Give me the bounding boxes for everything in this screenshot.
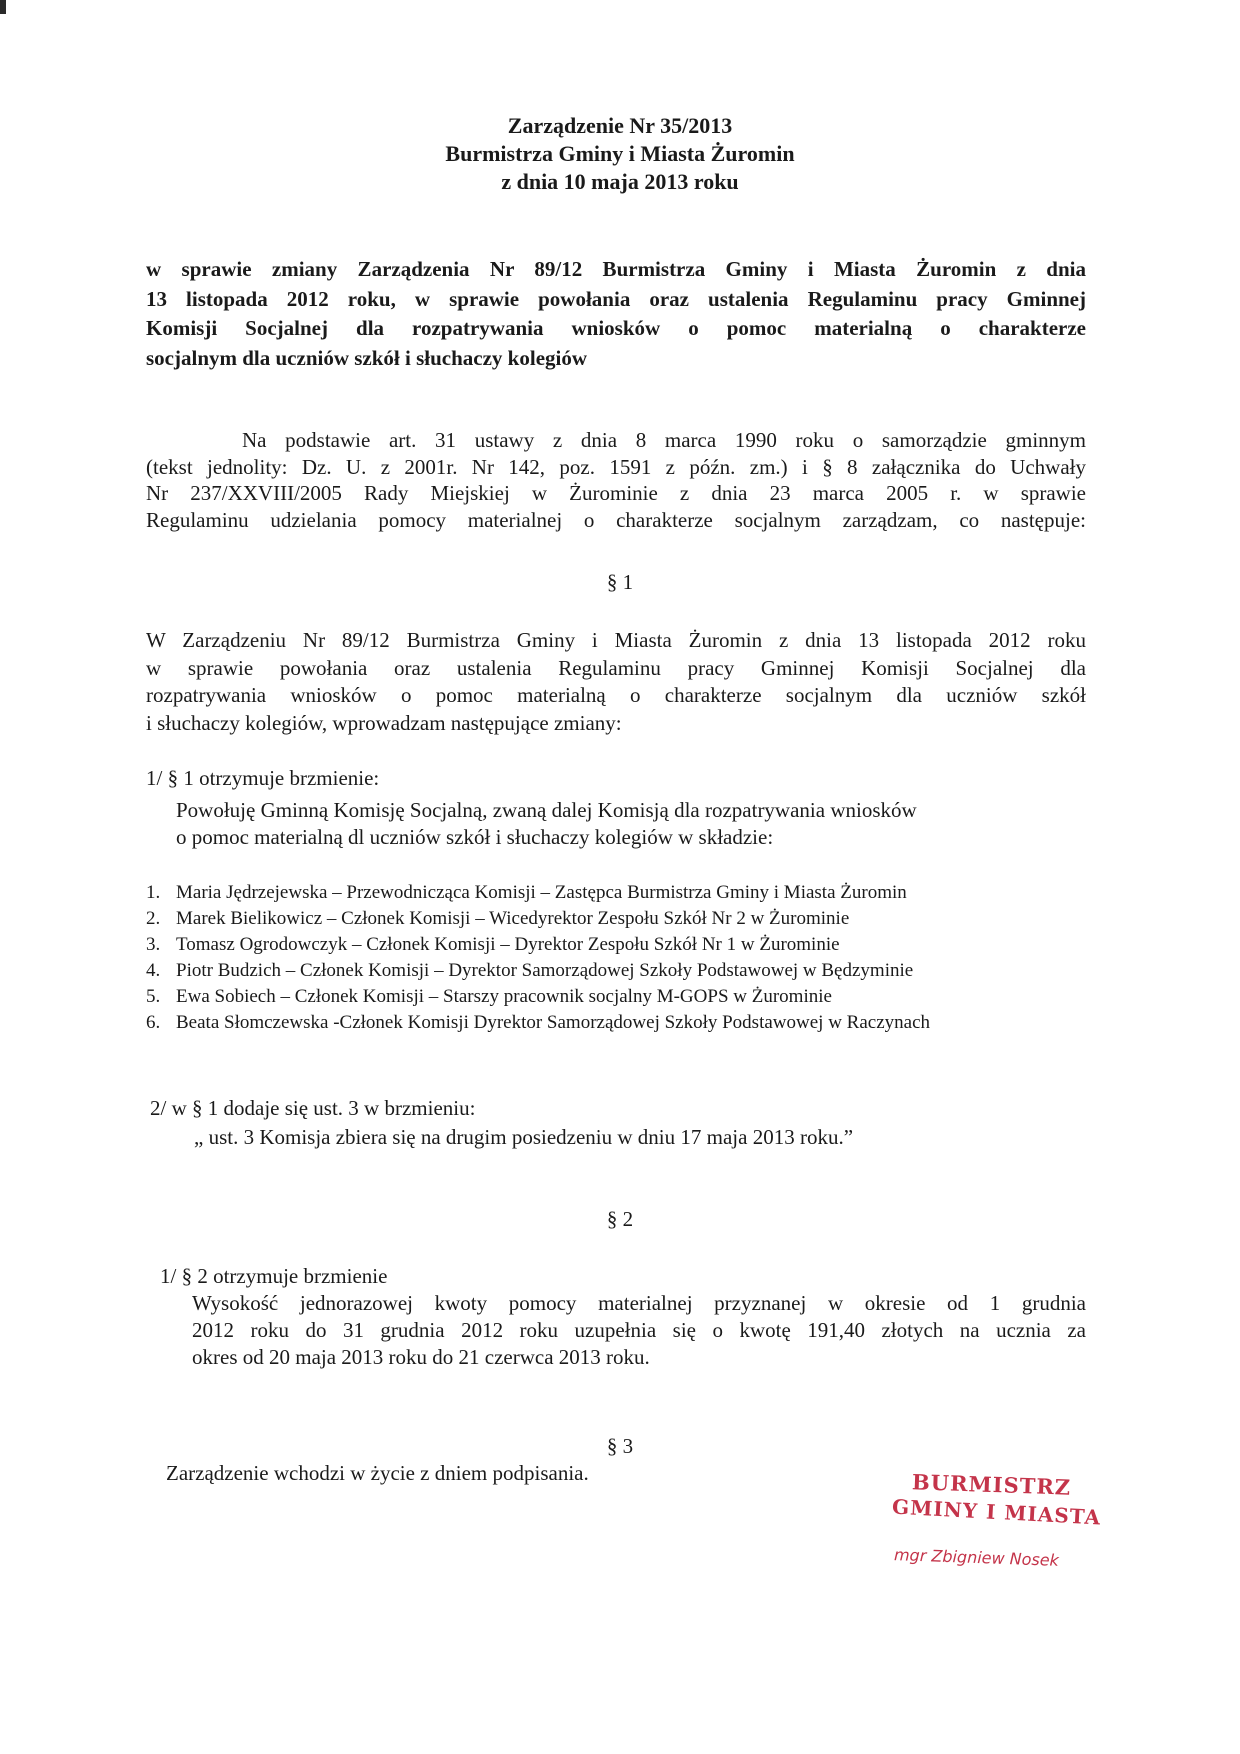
- member-text: Piotr Budzich – Członek Komisji – Dyrektor Samorządowej Szkoły Podstawowej w Będzyminie: [176, 960, 914, 981]
- member-item: [146, 882, 907, 904]
- member-number: 4.: [146, 960, 161, 981]
- paragraph-2-heading: § 2: [606, 1207, 634, 1231]
- member-text: Beata Słomczewska -Członek Komisji Dyrektor Samorządowej Szkoły Podstawowej w Raczynach: [176, 1012, 931, 1033]
- change-2-label: 2/ w § 1 dodaje się ust. 3 w brzmieniu:: [150, 1096, 476, 1120]
- basis-line: Regulaminu udzielania pomocy materialnej o charakterze socjalnym zarządzam, co następuje:: [146, 507, 1086, 532]
- document-header: [0, 112, 1240, 196]
- member-number: 2.: [146, 908, 161, 929]
- stamp-line-1: BURMISTRZ: [911, 1469, 1072, 1500]
- paragraph-2-line: 2012 roku do 31 grudnia 2012 roku uzupełnia się o kwotę 191,40 złotych na ucznia za: [192, 1318, 1086, 1342]
- paragraph-1-heading: § 1: [606, 570, 634, 594]
- paragraph-2-line: Wysokość jednorazowej kwoty pomocy materialnej przyznanej w okresie od 1 grudnia: [192, 1291, 1086, 1315]
- member-number: 3.: [146, 934, 161, 955]
- member-item: [146, 960, 913, 982]
- paragraph-3-text: Zarządzenie wchodzi w życie z dniem podpisania.: [166, 1461, 589, 1485]
- signature: mgr Zbigniew Nosek: [893, 1545, 1060, 1570]
- basis-line: (tekst jednolity: Dz. U. z 2001r. Nr 142, poz. 1591 z późn. zm.) i § 8 załącznika do Uchwały: [146, 454, 1086, 479]
- change-1-text-line: Powołuję Gminną Komisję Socjalną, zwaną dalej Komisją dla rozpatrywania wniosków: [176, 798, 917, 822]
- member-item: [146, 986, 832, 1008]
- member-item: [146, 1012, 930, 1034]
- basis-line: Na podstawie art. 31 ustawy z dnia 8 marca 1990 roku o samorządzie gminnym: [242, 428, 1086, 452]
- member-text: Marek Bielikowicz – Członek Komisji – Wicedyrektor Zespołu Szkół Nr 2 w Żurominie: [176, 908, 850, 929]
- issuer: Burmistrza Gminy i Miasta Żuromin: [445, 141, 795, 166]
- stamp-line-2: GMINY I MIASTA: [891, 1494, 1102, 1530]
- intro-line: i słuchaczy kolegiów, wprowadzam następujące zmiany:: [146, 710, 622, 735]
- member-item: [146, 908, 849, 930]
- change-1-text-line: o pomoc materialną dl uczniów szkół i słuchaczy kolegiów w składzie:: [176, 825, 774, 849]
- document-date: z dnia 10 maja 2013 roku: [501, 169, 739, 194]
- member-number: 6.: [146, 1012, 161, 1033]
- subject-line: w sprawie zmiany Zarządzenia Nr 89/12 Burmistrza Gminy i Miasta Żuromin z dnia: [146, 257, 1086, 281]
- member-number: 1.: [146, 882, 161, 903]
- amendment-intro: [146, 627, 1086, 737]
- member-text: Maria Jędrzejewska – Przewodnicząca Komisji – Zastępca Burmistrza Gminy i Miasta Żuromin: [176, 882, 907, 903]
- paragraph-2-text: [192, 1290, 1086, 1371]
- intro-line: W Zarządzeniu Nr 89/12 Burmistrza Gminy i Miasta Żuromin z dnia 13 listopada 2012 roku: [146, 628, 1086, 652]
- paragraph-2-label: 1/ § 2 otrzymuje brzmienie: [160, 1264, 388, 1288]
- change-2-quote: „ ust. 3 Komisja zbiera się na drugim posiedzeniu w dniu 17 maja 2013 roku.”: [194, 1125, 854, 1149]
- paragraph-2-line: okres od 20 maja 2013 roku do 21 czerwca 2013 roku.: [192, 1345, 650, 1369]
- official-stamp: [880, 1469, 1102, 1582]
- basis-line: Nr 237/XXVIII/2005 Rady Miejskiej w Żurominie z dnia 23 marca 2005 r. w sprawie: [146, 481, 1086, 505]
- subject-block: [146, 255, 1086, 373]
- intro-line: w sprawie powołania oraz ustalenia Regulaminu pracy Gminnej Komisji Socjalnej dla: [146, 655, 1086, 680]
- paragraph-3-heading: § 3: [606, 1434, 634, 1458]
- legal-basis: [146, 427, 1086, 533]
- member-number: 5.: [146, 986, 161, 1007]
- subject-line: Komisji Socjalnej dla rozpatrywania wniosków o pomoc materialną o charakterze: [146, 316, 1086, 340]
- document-title: Zarządzenie Nr 35/2013: [507, 113, 733, 138]
- scan-corner-mark: [0, 0, 6, 14]
- member-text: Ewa Sobiech – Członek Komisji – Starszy pracownik socjalny M-GOPS w Żurominie: [176, 986, 832, 1007]
- intro-line: rozpatrywania wniosków o pomoc materialną o charakterze socjalnym dla uczniów szkół: [146, 683, 1086, 707]
- member-item: [146, 934, 840, 956]
- subject-line: socjalnym dla uczniów szkół i słuchaczy kolegiów: [146, 345, 588, 370]
- change-1-label: 1/ § 1 otrzymuje brzmienie:: [146, 766, 380, 790]
- member-text: Tomasz Ogrodowczyk – Członek Komisji – Dyrektor Zespołu Szkół Nr 1 w Żurominie: [176, 934, 840, 955]
- subject-line: 13 listopada 2012 roku, w sprawie powołania oraz ustalenia Regulaminu pracy Gminnej: [146, 286, 1086, 311]
